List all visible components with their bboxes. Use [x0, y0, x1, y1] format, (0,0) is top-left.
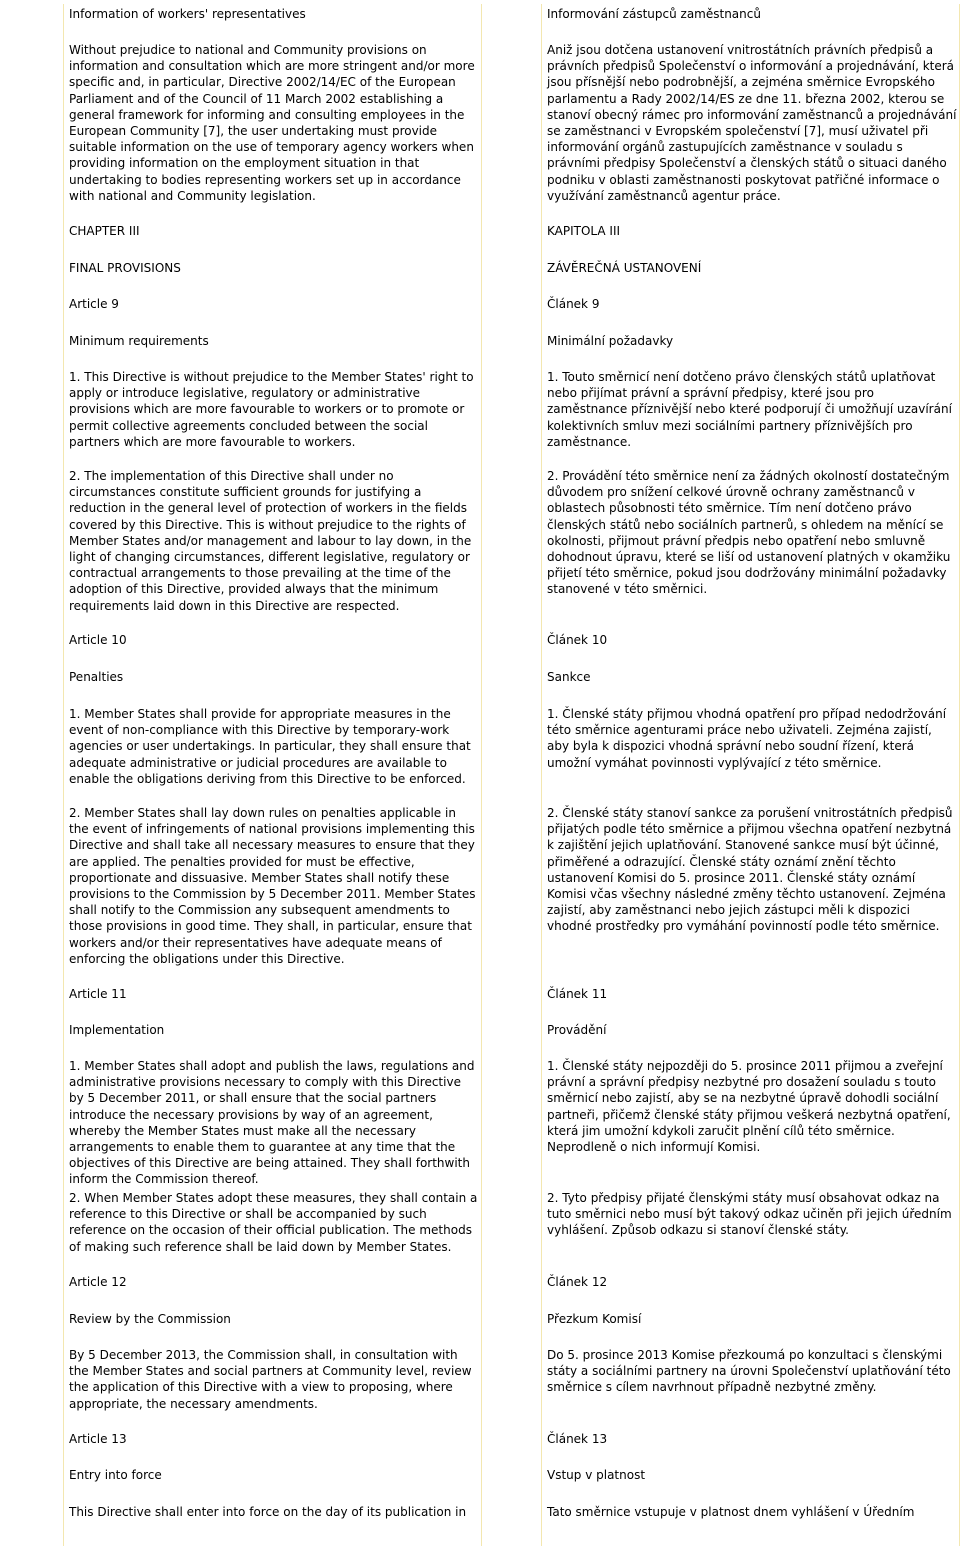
article-10-title: Penalties — [69, 670, 124, 684]
chapter-number: KAPITOLA III — [547, 224, 621, 238]
article-10-paragraph-2: 2. Member States shall lay down rules on penalties applicable in the event of infringements of national provisions implementing this Directive and shall take all necessary measures to ensure that they are applied. The penalties provided for must be effective, proportionate and dissuasive. Member States shall notify these provisions to the Commission by 5 December 2011. Member States shall notify to the Commission any subsequent amendments to those provisions in good time. They shall, in particular, ensure that workers and/or their representatives have adequate means of enforcing the obligations under this Directive. — [69, 806, 476, 966]
article-9-paragraph-1: 1. Touto směrnicí není dotčeno právo členských států uplatňovat nebo přijímat právní a správní předpisy, které jsou pro zaměstnance příznivější nebo které podporují či umožňují uzavírání kolektivních smluv mezi sociálními partnery příznivějších pro zaměstnance. — [547, 370, 952, 449]
article-12-number: Article 12 — [69, 1275, 127, 1289]
article-11-paragraph-1: 1. Member States shall adopt and publish the laws, regulations and administrative provisions necessary to comply with this Directive by 5 December 2011, or shall ensure that the social partners introduce the necessary provisions by way of an agreement, whereby the Member States must make all the necessary arrangements to enable them to guarantee at any time that the objectives of this Directive are being attained. They shall forthwith inform the Commission thereof. — [69, 1059, 475, 1187]
article-9-title: Minimum requirements — [69, 334, 209, 348]
chapter-number: CHAPTER III — [69, 224, 140, 238]
article-11-paragraph-2: 2. Tyto předpisy přijaté členskými státy musí obsahovat odkaz na tuto směrnici nebo musí být takový odkaz učiněn při jejich úředním vyhlášení. Způsob odkazu si stanoví členské státy. — [547, 1191, 952, 1238]
article-9-title: Minimální požadavky — [547, 334, 674, 348]
article-13-number: Článek 13 — [547, 1432, 608, 1446]
article-12-paragraph: By 5 December 2013, the Commission shall, in consultation with the Member States and social partners at Community level, review the application of this Directive with a view to proposing, where appropriate, the necessary amendments. — [69, 1348, 472, 1411]
article-10-paragraph-1: 1. Member States shall provide for appropriate measures in the event of non-compliance with this Directive by temporary-work agencies or user undertakings. In particular, they shall ensure that adequate administrative or judicial procedures are available to enable the obligations deriving from this Directive to be enforced. — [69, 707, 471, 786]
article-11-paragraph-1: 1. Členské státy nejpozději do 5. prosince 2011 přijmou a zveřejní právní a správní předpisy nezbytné pro dosažení souladu s touto směrnicí nebo zajistí, aby se na nezbytné úpravě dohodli sociální partneři, přičemž členské státy přijmou veškerá nezbytná opatření, která jim umožní kdykoli zaručit plnění cílů této směrnice. Neprodleně o nich informují Komisi. — [547, 1059, 951, 1155]
heading-representatives: Informování zástupců zaměstnanců — [547, 7, 761, 21]
article-10-paragraph-1: 1. Členské státy přijmou vhodná opatření pro případ nedodržování této směrnice agenturami práce nebo uživateli. Zejména zajistí, aby byla k dispozici vhodná správní nebo soudní řízení, která umožní vymáhat povinnosti vyplývající z této směrnice. — [547, 707, 947, 770]
article-13-title: Entry into force — [69, 1468, 162, 1482]
column-border-left-end — [481, 4, 482, 1546]
article-9-number: Článek 9 — [547, 297, 600, 311]
article-12-title: Přezkum Komisí — [547, 1312, 642, 1326]
czech-column — [541, 0, 959, 1546]
chapter-title: FINAL PROVISIONS — [69, 261, 181, 275]
chapter-title: ZÁVĚREČNÁ USTANOVENÍ — [547, 261, 702, 275]
article-9-paragraph-1: 1. This Directive is without prejudice to the Member States' right to apply or introduce legislative, regulatory or administrative provisions which are more favourable to workers or to promote or permit collective agreements concluded between the social partners which are more favourable to workers. — [69, 370, 474, 449]
article-13-title: Vstup v platnost — [547, 1468, 646, 1482]
article-10-title: Sankce — [547, 670, 591, 684]
article-9-number: Article 9 — [69, 297, 119, 311]
article-11-title: Implementation — [69, 1023, 165, 1037]
article-9-paragraph-2: 2. The implementation of this Directive shall under no circumstances constitute sufficient grounds for justifying a reduction in the general level of protection of workers in the fields covered by this Directive. This is without prejudice to the rights of Member States and/or management and labour to lay down, in the light of changing circumstances, different legislative, regulatory or contractual arrangements to those prevailing at the time of the adoption of this Directive, provided always that the minimum requirements laid down in this Directive are respected. — [69, 469, 472, 613]
article-10-number: Článek 10 — [547, 633, 608, 647]
article-12-paragraph: Do 5. prosince 2013 Komise přezkoumá po konzultaci s členskými státy a sociálními partnery na úrovni Společenství uplatňování této směrnice s cílem navrhnout případně nezbytné změny. — [547, 1348, 951, 1395]
english-column — [63, 0, 481, 1546]
article-13-paragraph: This Directive shall enter into force on the day of its publication in — [69, 1505, 467, 1519]
article-12-title: Review by the Commission — [69, 1312, 231, 1326]
article-10-paragraph-2: 2. Členské státy stanoví sankce za porušení vnitrostátních předpisů přijatých podle této směrnice a přijmou všechna opatření nezbytná k zajištění jejich uplatňování. Stanovené sankce musí být účinné, přiměřené a odrazující. Členské státy oznámí znění těchto ustanovení Komisi do 5. prosince 2011. Členské státy oznámí Komisi včas všechny následné změny těchto ustanovení. Zejména zajistí, aby zaměstnanci nebo jejich zástupci měli k dispozici vhodné prostředky pro vymáhání povinností podle této směrnice. — [547, 806, 953, 934]
article-11-paragraph-2: 2. When Member States adopt these measures, they shall contain a reference to this Directive or shall be accompanied by such reference on the occasion of their official publication. The methods of making such reference shall be laid down by Member States. — [69, 1191, 478, 1254]
article-13-number: Article 13 — [69, 1432, 127, 1446]
article-11-number: Article 11 — [69, 987, 127, 1001]
paragraph-representatives: Without prejudice to national and Community provisions on information and consultation which are more stringent and/or more specific and, in particular, Directive 2002/14/EC of the European Parliament and of the Council of 11 March 2002 establishing a general framework for informing and consulting employees in the European Community [7], the user undertaking must provide suitable information on the use of temporary agency workers when providing information on the employment situation in that undertaking to bodies representing workers set up in accordance with national and Community legislation. — [69, 43, 475, 203]
article-11-number: Článek 11 — [547, 987, 608, 1001]
paragraph-representatives: Aniž jsou dotčena ustanovení vnitrostátních právních předpisů a právních předpisů Společenství o informování a projednávání, která jsou přísnější nebo podrobnější, a zejména směrnice Evropského parlamentu a Rady 2002/14/ES ze dne 11. března 2002, kterou se stanoví obecný rámec pro informování zaměstnanců a projednávání se zaměstnanci v Evropském společenství [7], musí uživatel při informování orgánů zastupujících zaměstnance v souladu s právními předpisy Společenství a členských států o situaci daného podniku v oblasti zaměstnanosti poskytovat patřičné informace o využívání zaměstnanců agentur práce. — [547, 43, 957, 203]
article-11-title: Provádění — [547, 1023, 607, 1037]
article-13-paragraph: Tato směrnice vstupuje v platnost dnem vyhlášení v Úředním — [547, 1505, 915, 1519]
article-10-number: Article 10 — [69, 633, 127, 647]
article-12-number: Článek 12 — [547, 1275, 608, 1289]
article-9-paragraph-2: 2. Provádění této směrnice není za žádných okolností dostatečným důvodem pro snížení celkové úrovně ochrany zaměstnanců v oblastech působnosti této směrnice. Tím není dotčeno právo členských států nebo sociálních partnerů, s ohledem na měnící se okolnosti, přijmout právní předpis nebo opatření nebo smluvně dohodnout úpravu, které se liší od ustanovení platných v okamžiku přijetí této směrnice, pokud jsou dodržovány minimální požadavky stanovené v této směrnici. — [547, 469, 951, 597]
heading-representatives: Information of workers' representatives — [69, 7, 306, 21]
